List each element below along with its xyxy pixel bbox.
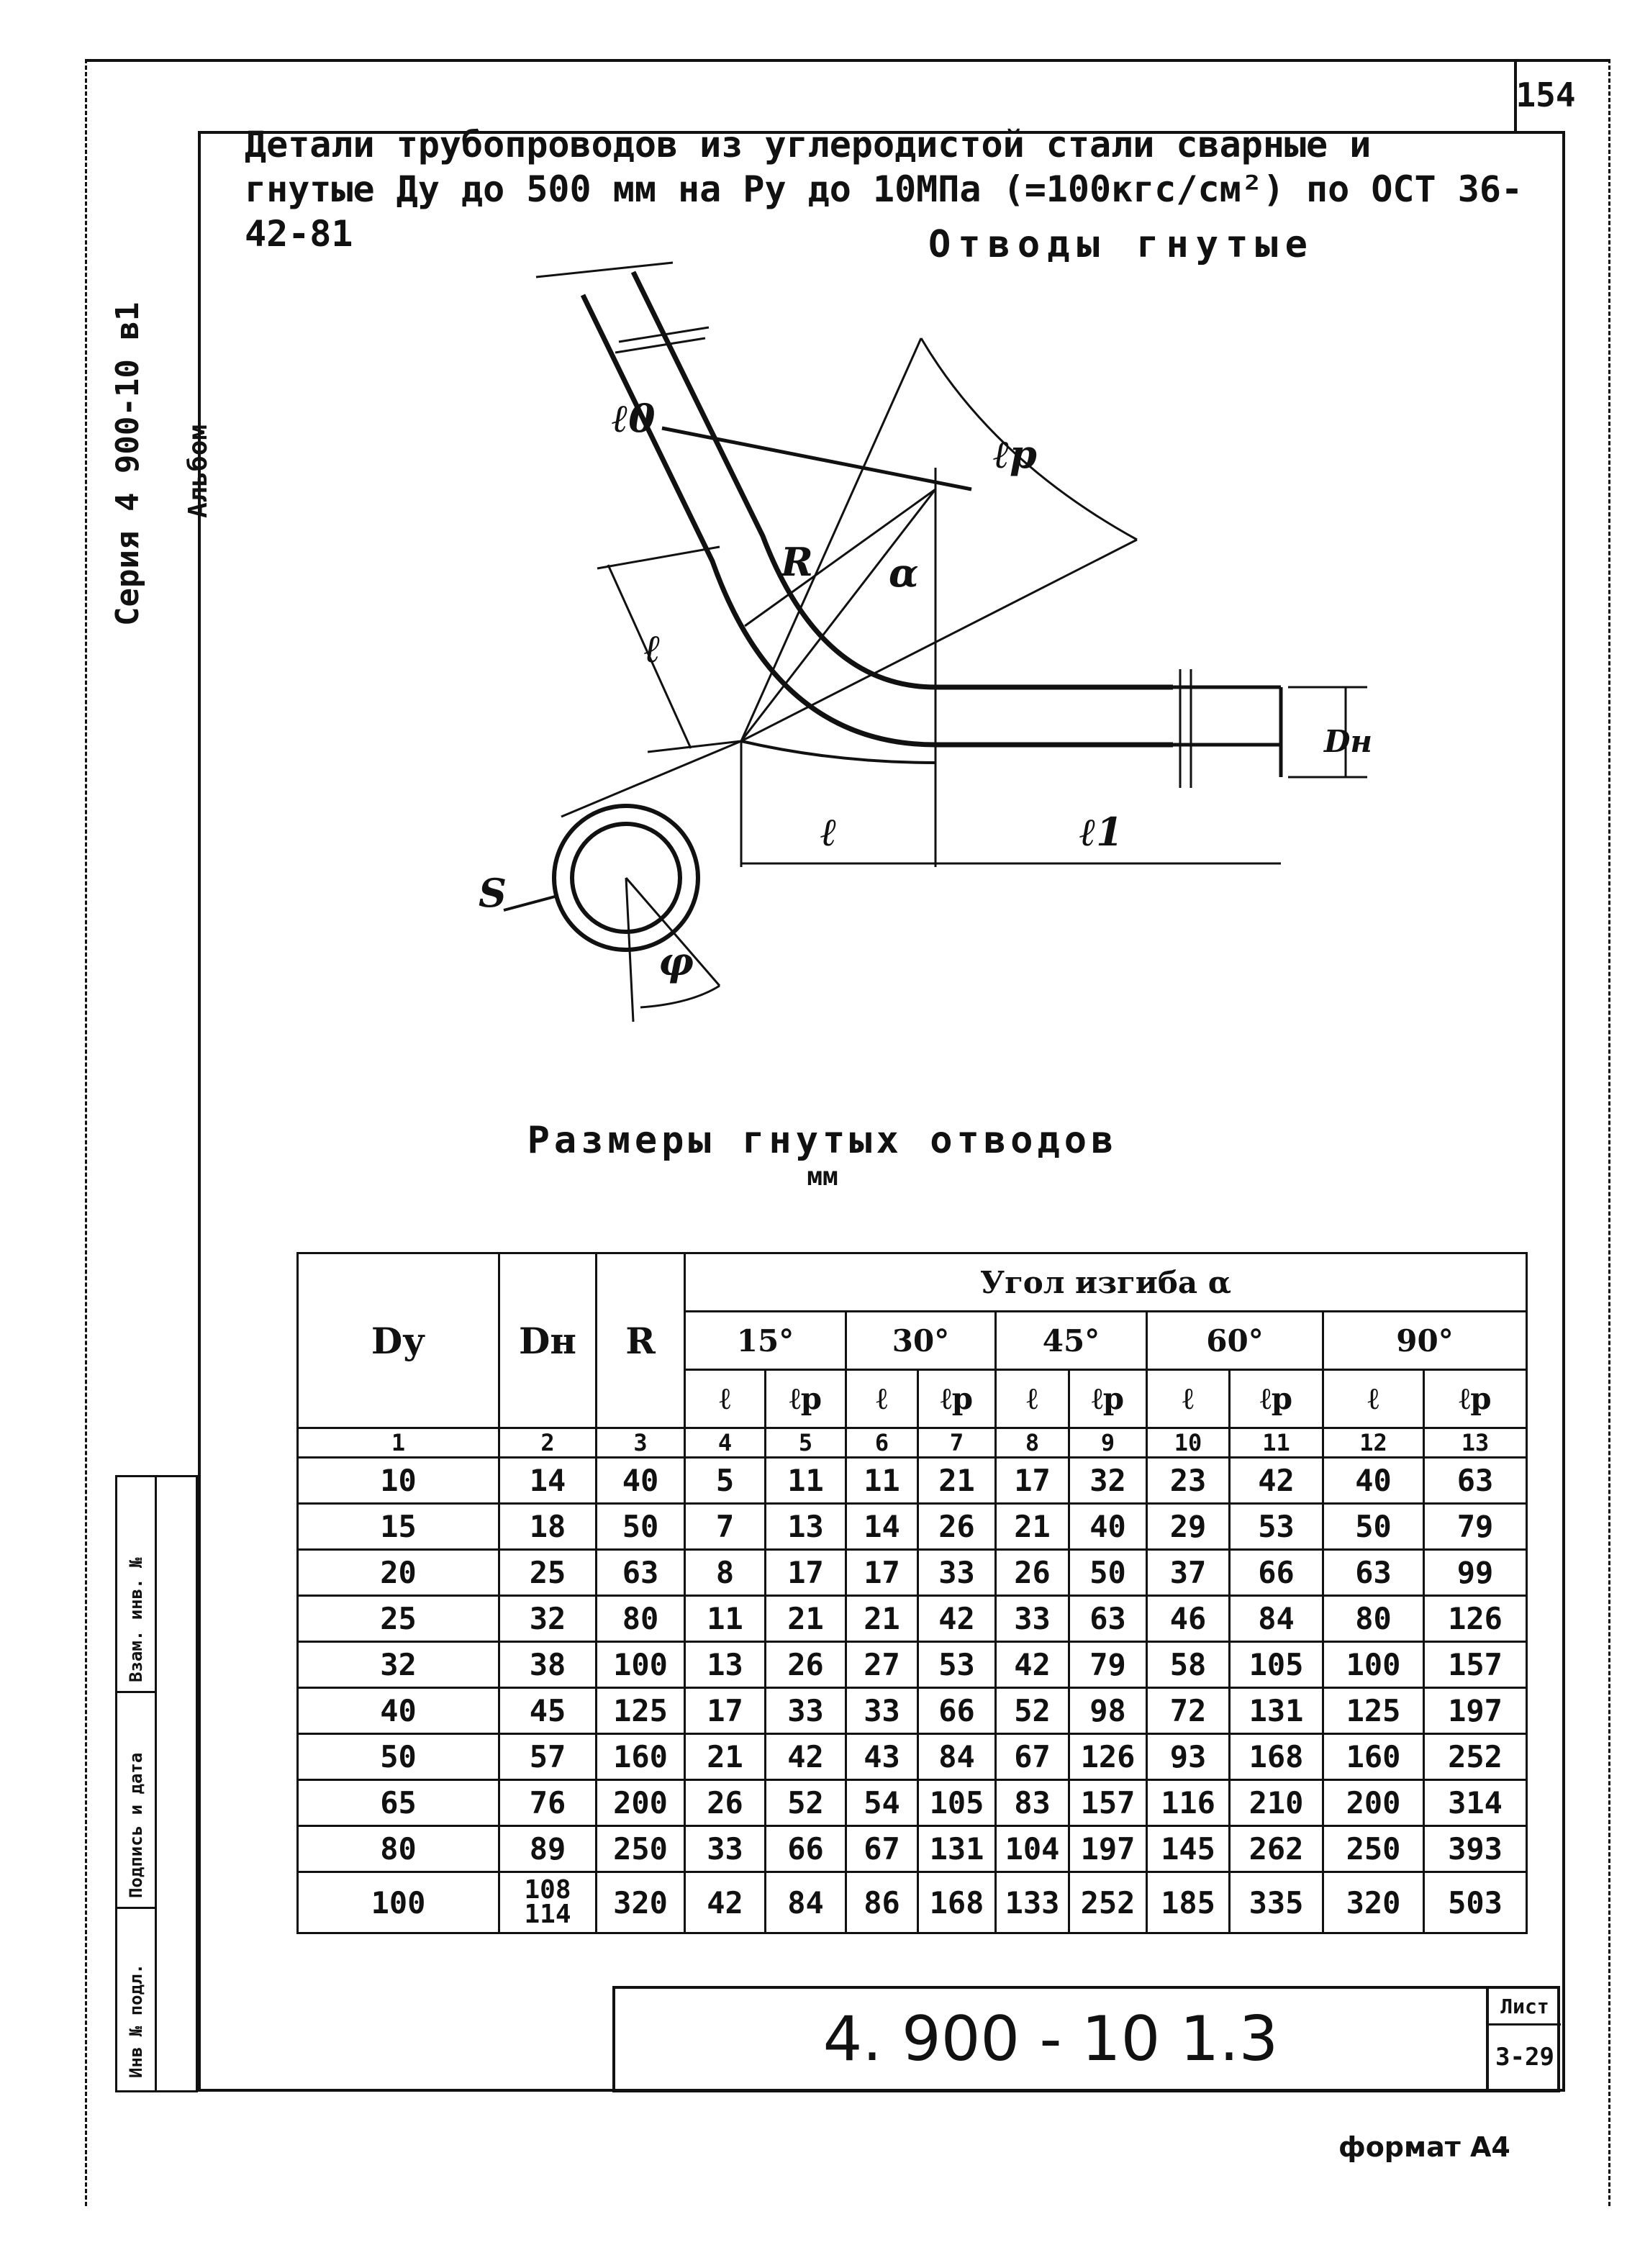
header-r: R <box>597 1253 685 1428</box>
table-cell: 40 <box>1323 1458 1424 1504</box>
header-l: ℓ <box>996 1370 1069 1428</box>
header-bend-angle: Угол изгиба α <box>685 1253 1527 1312</box>
table-cell: 50 <box>597 1504 685 1550</box>
table-cell: 14 <box>846 1504 918 1550</box>
table-cell: 250 <box>1323 1826 1424 1872</box>
column-index-cell: 13 <box>1424 1428 1527 1458</box>
label-lp: ℓp <box>993 431 1037 477</box>
header-l: ℓ <box>846 1370 918 1428</box>
table-cell: 168 <box>1230 1734 1323 1780</box>
table-cell: 53 <box>1230 1504 1323 1550</box>
table-cell: 50 <box>1323 1504 1424 1550</box>
approval-strip <box>115 1475 198 2092</box>
table-cell: 125 <box>597 1688 685 1734</box>
table-cell: 42 <box>1230 1458 1323 1504</box>
table-cell: 503 <box>1424 1872 1527 1933</box>
table-cell: 126 <box>1069 1734 1147 1780</box>
table-cell: 32 <box>298 1642 499 1688</box>
label-l-left: ℓ <box>644 625 661 671</box>
table-cell: 21 <box>685 1734 766 1780</box>
table-cell: 33 <box>685 1826 766 1872</box>
table-cell: 29 <box>1147 1504 1230 1550</box>
table-cell: 89 <box>499 1826 597 1872</box>
header-lp: ℓp <box>1230 1370 1323 1428</box>
table-cell: 26 <box>918 1504 996 1550</box>
table-cell: 33 <box>996 1596 1069 1642</box>
label-alpha: α <box>889 550 919 596</box>
table-cell: 105 <box>1230 1642 1323 1688</box>
format-note: формат А4 <box>1338 2131 1510 2163</box>
table-cell: 21 <box>918 1458 996 1504</box>
table-unit: мм <box>807 1162 838 1192</box>
table-cell: 104 <box>996 1826 1069 1872</box>
table-cell: 7 <box>685 1504 766 1550</box>
table-cell: 126 <box>1424 1596 1527 1642</box>
table-cell: 108 114 <box>499 1872 597 1933</box>
table-cell: 26 <box>685 1780 766 1826</box>
table-cell: 53 <box>918 1642 996 1688</box>
table-cell: 63 <box>1323 1550 1424 1596</box>
table-row <box>298 1826 1527 1872</box>
table-cell: 252 <box>1069 1872 1147 1933</box>
table-cell: 21 <box>766 1596 846 1642</box>
table-cell: 160 <box>597 1734 685 1780</box>
table-cell: 52 <box>766 1780 846 1826</box>
table-cell: 157 <box>1069 1780 1147 1826</box>
header-angle-60: 60° <box>1147 1312 1323 1370</box>
table-cell: 63 <box>597 1550 685 1596</box>
table-cell: 66 <box>1230 1550 1323 1596</box>
table-cell: 80 <box>1323 1596 1424 1642</box>
table-cell: 131 <box>1230 1688 1323 1734</box>
table-cell: 42 <box>996 1642 1069 1688</box>
table-cell: 185 <box>1147 1872 1230 1933</box>
table-cell: 320 <box>597 1872 685 1933</box>
column-index-cell: 10 <box>1147 1428 1230 1458</box>
header-l: ℓ <box>685 1370 766 1428</box>
table-cell: 84 <box>1230 1596 1323 1642</box>
header-lp: ℓp <box>1069 1370 1147 1428</box>
label-radius: R <box>781 539 813 585</box>
header-l: ℓ <box>1147 1370 1230 1428</box>
column-index-row <box>298 1428 1527 1458</box>
title-line-2: гнутые Ду до 500 мм на Ру до 10МПа (=100кгс/см²) по ОСТ 36-42-81 <box>245 168 1523 255</box>
column-index-cell: 5 <box>766 1428 846 1458</box>
table-cell: 63 <box>1069 1596 1147 1642</box>
bent-pipe-drawing <box>0 0 1645 1079</box>
table-cell: 200 <box>1323 1780 1424 1826</box>
table-cell: 52 <box>996 1688 1069 1734</box>
table-cell: 250 <box>597 1826 685 1872</box>
table-cell: 21 <box>996 1504 1069 1550</box>
table-cell: 67 <box>846 1826 918 1872</box>
column-index-cell: 3 <box>597 1428 685 1458</box>
header-lp: ℓp <box>1424 1370 1527 1428</box>
table-row <box>298 1458 1527 1504</box>
table-row <box>298 1596 1527 1642</box>
table-cell: 33 <box>918 1550 996 1596</box>
table-cell: 27 <box>846 1642 918 1688</box>
column-index-cell: 6 <box>846 1428 918 1458</box>
table-cell: 160 <box>1323 1734 1424 1780</box>
table-cell: 10 <box>298 1458 499 1504</box>
title-block <box>612 1986 1560 2092</box>
table-cell: 79 <box>1069 1642 1147 1688</box>
table-cell: 13 <box>685 1642 766 1688</box>
table-cell: 157 <box>1424 1642 1527 1688</box>
label-l-bottom: ℓ <box>820 809 838 855</box>
table-cell: 11 <box>766 1458 846 1504</box>
table-row <box>298 1688 1527 1734</box>
table-row <box>298 1780 1527 1826</box>
table-cell: 57 <box>499 1734 597 1780</box>
header-angle-15: 15° <box>685 1312 846 1370</box>
table-cell: 197 <box>1424 1688 1527 1734</box>
table-cell: 5 <box>685 1458 766 1504</box>
table-cell: 131 <box>918 1826 996 1872</box>
label-wall-s: S <box>479 870 507 916</box>
title-line-1: Детали трубопроводов из углеродистой стали сварные и <box>245 124 1372 165</box>
table-cell: 17 <box>846 1550 918 1596</box>
column-index-cell: 1 <box>298 1428 499 1458</box>
table-cell: 40 <box>1069 1504 1147 1550</box>
header-angle-30: 30° <box>846 1312 996 1370</box>
table-cell: 32 <box>1069 1458 1147 1504</box>
header-dn: Dн <box>499 1253 597 1428</box>
sheet-value: 3-29 <box>1495 2043 1554 2072</box>
table-cell: 43 <box>846 1734 918 1780</box>
table-cell: 210 <box>1230 1780 1323 1826</box>
table-cell: 100 <box>1323 1642 1424 1688</box>
table-cell: 20 <box>298 1550 499 1596</box>
table-cell: 133 <box>996 1872 1069 1933</box>
label-l1: ℓ1 <box>1079 809 1123 855</box>
table-cell: 76 <box>499 1780 597 1826</box>
table-title: Размеры гнутых отводов <box>527 1119 1118 1162</box>
table-cell: 168 <box>918 1872 996 1933</box>
table-cell: 200 <box>597 1780 685 1826</box>
table-cell: 23 <box>1147 1458 1230 1504</box>
table-cell: 45 <box>499 1688 597 1734</box>
table-cell: 26 <box>996 1550 1069 1596</box>
table-cell: 40 <box>597 1458 685 1504</box>
table-cell: 50 <box>1069 1550 1147 1596</box>
table-cell: 8 <box>685 1550 766 1596</box>
table-cell: 84 <box>918 1734 996 1780</box>
page-number: 154 <box>1514 59 1574 131</box>
table-cell: 42 <box>685 1872 766 1933</box>
table-row <box>298 1872 1527 1933</box>
table-cell: 116 <box>1147 1780 1230 1826</box>
column-index-cell: 4 <box>685 1428 766 1458</box>
table-cell: 145 <box>1147 1826 1230 1872</box>
table-cell: 72 <box>1147 1688 1230 1734</box>
table-cell: 79 <box>1424 1504 1527 1550</box>
column-index-cell: 2 <box>499 1428 597 1458</box>
table-cell: 17 <box>996 1458 1069 1504</box>
table-cell: 262 <box>1230 1826 1323 1872</box>
table-row <box>298 1550 1527 1596</box>
album-side-label: Альбом <box>183 424 213 518</box>
label-l0: ℓ0 <box>612 395 656 441</box>
strip-label-replace: Взам. инв. № <box>126 1557 146 1682</box>
header-angle-45: 45° <box>996 1312 1147 1370</box>
header-dy: Dу <box>298 1253 499 1428</box>
table-cell: 25 <box>499 1550 597 1596</box>
label-phi: φ <box>658 938 694 984</box>
table-cell: 40 <box>298 1688 499 1734</box>
table-cell: 42 <box>766 1734 846 1780</box>
label-dn: Dн <box>1324 724 1373 759</box>
table-cell: 84 <box>766 1872 846 1933</box>
table-cell: 67 <box>996 1734 1069 1780</box>
table-cell: 93 <box>1147 1734 1230 1780</box>
column-index-cell: 8 <box>996 1428 1069 1458</box>
table-cell: 58 <box>1147 1642 1230 1688</box>
column-index-cell: 7 <box>918 1428 996 1458</box>
table-row <box>298 1504 1527 1550</box>
table-cell: 393 <box>1424 1826 1527 1872</box>
table-cell: 314 <box>1424 1780 1527 1826</box>
table-cell: 11 <box>846 1458 918 1504</box>
strip-label-inv: Инв № подл. <box>126 1964 146 2078</box>
table-cell: 14 <box>499 1458 597 1504</box>
table-cell: 46 <box>1147 1596 1230 1642</box>
table-cell: 320 <box>1323 1872 1424 1933</box>
table-cell: 25 <box>298 1596 499 1642</box>
table-cell: 33 <box>766 1688 846 1734</box>
table-cell: 80 <box>597 1596 685 1642</box>
header-lp: ℓp <box>766 1370 846 1428</box>
table-cell: 86 <box>846 1872 918 1933</box>
header-lp: ℓp <box>918 1370 996 1428</box>
table-cell: 197 <box>1069 1826 1147 1872</box>
table-cell: 54 <box>846 1780 918 1826</box>
table-cell: 26 <box>766 1642 846 1688</box>
table-cell: 17 <box>766 1550 846 1596</box>
table-cell: 83 <box>996 1780 1069 1826</box>
table-cell: 63 <box>1424 1458 1527 1504</box>
table-row <box>298 1642 1527 1688</box>
table-cell: 125 <box>1323 1688 1424 1734</box>
strip-label-signature: Подпись и дата <box>126 1752 146 1898</box>
table-body <box>298 1428 1527 1933</box>
series-side-label: Серия 4 900-10 в1 <box>109 301 146 626</box>
table-cell: 99 <box>1424 1550 1527 1596</box>
header-angle-90: 90° <box>1323 1312 1527 1370</box>
table-cell: 42 <box>918 1596 996 1642</box>
table-cell: 100 <box>597 1642 685 1688</box>
table-cell: 13 <box>766 1504 846 1550</box>
table-cell: 18 <box>499 1504 597 1550</box>
table-cell: 37 <box>1147 1550 1230 1596</box>
table-cell: 65 <box>298 1780 499 1826</box>
column-index-cell: 9 <box>1069 1428 1147 1458</box>
table-cell: 252 <box>1424 1734 1527 1780</box>
table-cell: 50 <box>298 1734 499 1780</box>
table-cell: 38 <box>499 1642 597 1688</box>
table-cell: 11 <box>685 1596 766 1642</box>
bend-dimensions-table <box>296 1252 1528 1934</box>
table-cell: 66 <box>766 1826 846 1872</box>
table-cell: 21 <box>846 1596 918 1642</box>
table-cell: 32 <box>499 1596 597 1642</box>
table-cell: 100 <box>298 1872 499 1933</box>
header-l: ℓ <box>1323 1370 1424 1428</box>
column-index-cell: 11 <box>1230 1428 1323 1458</box>
sheet-label: Лист <box>1489 1989 1561 2026</box>
table-cell: 335 <box>1230 1872 1323 1933</box>
table-cell: 17 <box>685 1688 766 1734</box>
table-cell: 33 <box>846 1688 918 1734</box>
table-row <box>298 1734 1527 1780</box>
document-code: 4. 900 - 10 1.3 <box>822 2003 1279 2075</box>
table-cell: 80 <box>298 1826 499 1872</box>
column-index-cell: 12 <box>1323 1428 1424 1458</box>
table-cell: 105 <box>918 1780 996 1826</box>
table-cell: 66 <box>918 1688 996 1734</box>
table-cell: 98 <box>1069 1688 1147 1734</box>
drawing-subtitle: Отводы гнутые <box>928 223 1315 266</box>
table-cell: 15 <box>298 1504 499 1550</box>
